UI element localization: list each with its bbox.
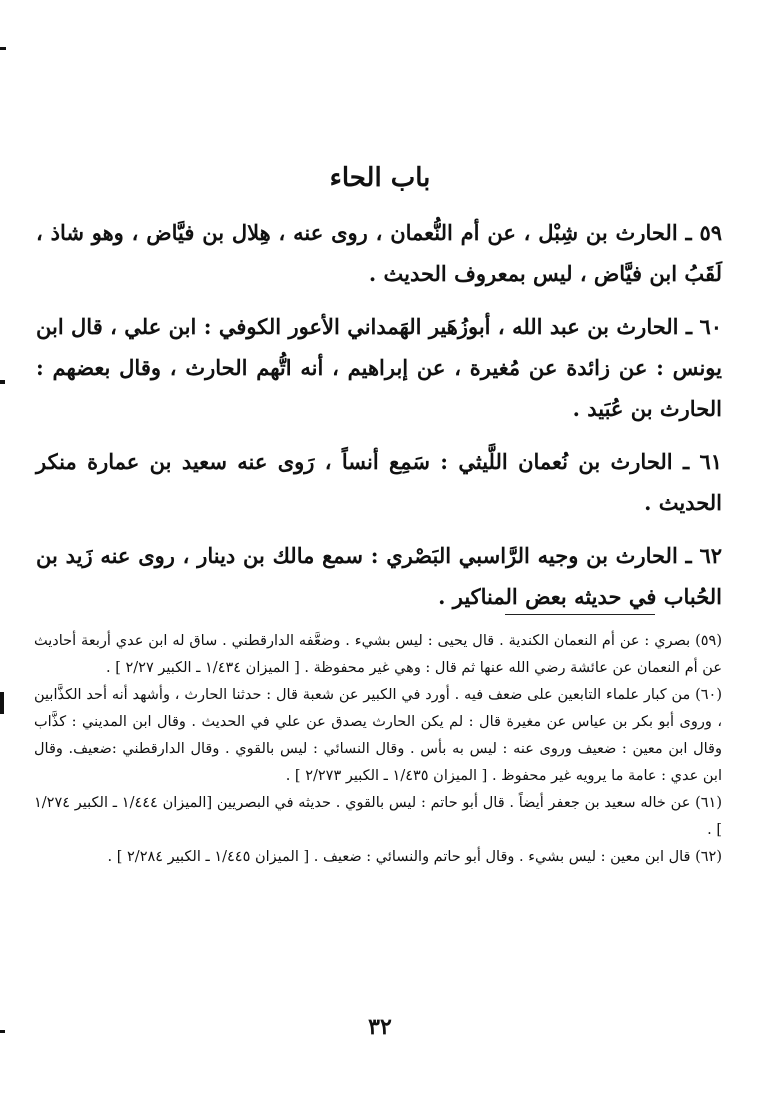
scan-edge-mark <box>0 692 4 714</box>
scan-edge-mark <box>0 47 6 50</box>
footnote-separator <box>505 614 655 615</box>
entries-section <box>36 212 722 629</box>
page-number: ٣٢ <box>368 1014 392 1040</box>
footnotes-section <box>34 628 722 871</box>
footnote-62: (٦٢) قال ابن معين : ليس بشيء . وقال أبو حاتم والنسائي : ضعيف . [ الميزان ١/٤٤٥ ـ الكبير ٢/٢٨٤ ] . <box>107 849 722 865</box>
chapter-heading: باب الحاء <box>329 163 431 193</box>
footnote-59: (٥٩) بصري : عن أم النعمان الكندية . قال يحيى : ليس بشيء . وضعَّفه الدارقطني . ساق له ابن عدي أربعة أحاديث عن أم النعمان عن عائشة رضي الله عنها ثم قال : وهي غير محفوظة . [ الميزان ١/٤٣٤ ـ الكبير ٢/٢٧ ] . <box>34 633 722 676</box>
entry-62: ٦٢ ـ الحارث بن وجيه الرَّاسبي البَصْري : سمع مالك بن دينار ، روى عنه زَيد بن الحُباب في حديثه بعض المناكير . <box>36 543 722 609</box>
entry-60: ٦٠ ـ الحارث بن عبد الله ، أبوزُهَير الهَمداني الأعور الكوفي : ابن علي ، قال ابن يونس : عن زائدة عن مُغيرة ، عن إبراهيم ، أنه اتُّهم الحارث ، وقال بعضهم : الحارث بن عُبَيد . <box>36 314 722 421</box>
entry-61: ٦١ ـ الحارث بن نُعمان اللَّيثي : سَمِع أنساً ، رَوى عنه سعيد بن عمارة منكر الحديث . <box>36 449 722 515</box>
scan-edge-mark <box>0 380 5 384</box>
footnote-60: (٦٠) من كبار علماء التابعين على ضعف فيه . أورد في الكبير عن شعبة قال : حدثنا الحارث ، وأشهد أنه أحد الكذَّابين ، وروى أبو بكر بن عياس عن مغيرة قال : لم يكن الحارث يصدق عن علي في الحديث . وقال ابن المديني : كذَّاب وقال ابن معين : ضعيف وروى عنه : ليس به بأس . وقال النسائي : ليس بالقوي . وقال الدارقطني :ضعيف. وقال ابن عدي : عامة ما يرويه غير محفوظ . [ الميزان ١/٤٣٥ ـ الكبير ٢/٢٧٣ ] . <box>34 687 722 784</box>
footnote-61: (٦١) عن خاله سعيد بن جعفر أيضاً . قال أبو حاتم : ليس بالقوي . حديثه في البصريين [الميزان ١/٤٤٤ ـ الكبير ١/٢٧٤ ] . <box>34 795 723 838</box>
entry-59: ٥٩ ـ الحارث بن شِبْل ، عن أم النُّعمان ، روى عنه ، هِلال بن فيَّاض ، وهو شاذ ، لَقَبُ ابن فيَّاض ، ليس بمعروف الحديث . <box>36 220 722 286</box>
